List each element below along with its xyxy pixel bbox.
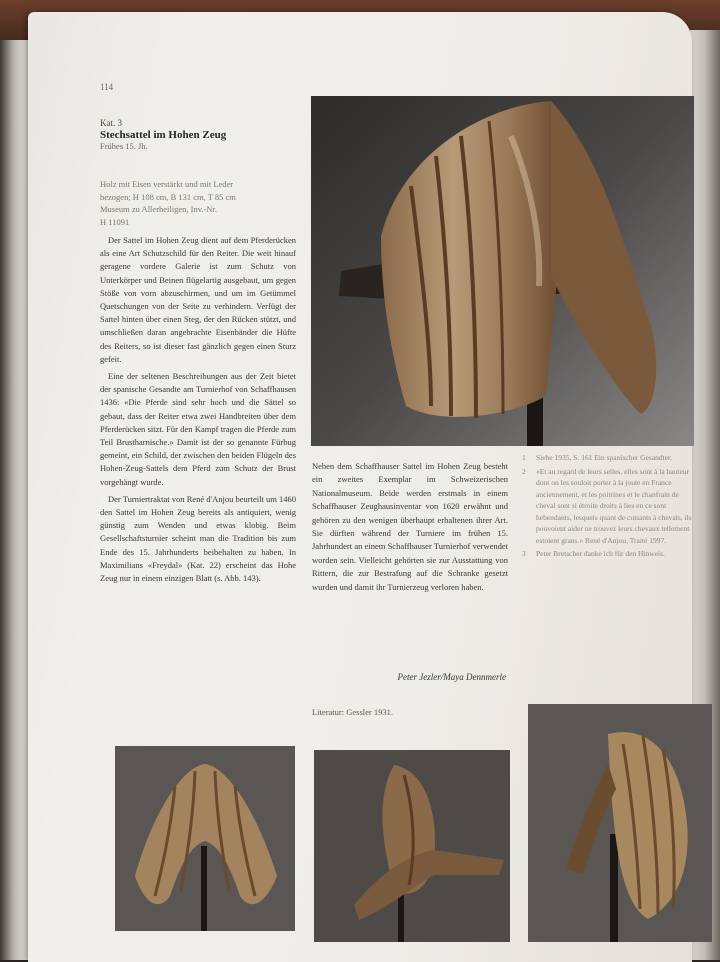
object-metadata bbox=[100, 178, 290, 228]
footnote-text: Peter Bretscher danke ich für den Hinweis. bbox=[536, 549, 665, 558]
metadata-line: H 11091 bbox=[100, 216, 130, 227]
text-column-middle bbox=[312, 460, 508, 594]
saddle-photo-main bbox=[311, 96, 694, 446]
footnote bbox=[522, 466, 692, 547]
saddle-photo-front-view bbox=[115, 746, 295, 931]
footnote-text: «Et au regard de leurs selles, elles sont à la hauteur dont on les souloit porter à la joute en France anciennement, et les poitrines et le chanfrain de cheval sont si étroite droits à lies en ce sont hebendants, lesquels quant de cuisants à chevals, ils pouvoient aider ne trouvez leurs chevaux tellement estoient grans.» René d'Anjou, Traité 1997. bbox=[536, 466, 692, 545]
body-paragraph: Der Sattel im Hohen Zeug dient auf dem Pferderücken als eine Art Schutzschild für den Reiter. Die weit hinauf geragene vordere Galerie ist zum Schutz von Unterkörper und Beinen flügelartig ausgebaut, um gegen Stöße von vorn abzuschirmen, und um im Getümmel Quetschungen von der Seite zu verhindern. Verfügt der Sattel hinten über einen Steg, der den Rücken stützt, und umschließen daran angebrachte Eisenbänder die Hüfte des Reiters, so ist dieser fast gänzlich gegen einen Sturz gefeit. bbox=[100, 235, 296, 364]
metadata-line: bezogen; H 108 cm, B 131 cm, T 85 cm bbox=[100, 191, 236, 202]
page-number: 114 bbox=[100, 82, 114, 92]
author-credit: Peter Jezler/Maya Dennmerle bbox=[397, 672, 506, 682]
catalog-entry-header bbox=[100, 118, 290, 151]
footnote-number: 1 bbox=[522, 453, 526, 462]
body-paragraph: Eine der seltenen Beschreibungen aus der Zeit bietet der spanische Gesandte am Turnierhof von Schaffhausen 1436: «Die Pferde sind sehr hoch und die Sättel so gebaut, dass der Reiter etwa zwei Handbreiten über dem Pferderücken sitzt. Für den Kampf tragen die Pferde zum Teil Brustharnische.» Damit ist der so genannte Fürbug gemeint, ein Schild, der zwischen den beiden Flügeln des Hohen-Zeug-Sattels dem Pferd zum Schutz der Brust vorgehängt wurde. bbox=[100, 371, 296, 487]
saddle-photo-rear-view bbox=[528, 704, 712, 942]
footnote bbox=[522, 452, 692, 464]
metadata-line: Museum zu Allerheiligen, Inv.-Nr. bbox=[100, 204, 218, 214]
book-page bbox=[28, 12, 692, 962]
footnote-text: Siehe 1935, S. 161 Ein spanischer Gesandter. bbox=[536, 453, 673, 462]
body-paragraph: Der Turniertraktat von René d'Anjou beurteilt um 1460 den Sattel im Hohen Zeug bereits als antiquiert, wenig günstig zum Wenden und etwas klobig. Beim Gesellschaftsturnier scheint man die Tradition bis zum Ende des 15. Jahrhunderts beibehalten zu haben. In Maximilians «Freydal» (Kat. 22) erscheint das Hohe Zeug nur in einem einzigen Blatt (s. Abb. 143). bbox=[100, 493, 296, 584]
literature-reference: Literatur: Gessler 1931. bbox=[312, 707, 393, 717]
footnotes bbox=[522, 452, 692, 562]
entry-date: Frühes 15. Jh. bbox=[100, 141, 148, 151]
catalog-number: Kat. 3 bbox=[100, 118, 122, 128]
entry-title: Stechsattel im Hohen Zeug bbox=[100, 129, 227, 141]
saddle-photo-side-view bbox=[314, 750, 510, 942]
body-paragraph: Neben dem Schaffhauser Sattel im Hohen Zeug besteht ein zweites Exemplar im Schweizerischen Nationalmuseum. Beide werden erstmals in einem Schaffhauser Zeughausinventar von 1620 erwähnt und gehören zu den wenigen überhaupt erhaltenen ihrer Art. Sie dürften während der Turniere im frühen 15. Jahrhundert an einem Schaffhauser Turnierhof verwendet worden sein. Vielleicht gehörten sie zur Ausstattung von Rittern, die zur Bestrafung auf die Schranke gesetzt wurden und damit ihr Turnierzeug verloren haben. bbox=[312, 461, 508, 592]
footnote-number: 3 bbox=[522, 549, 526, 558]
footnote bbox=[522, 548, 692, 560]
footnote-number: 2 bbox=[522, 466, 526, 476]
text-column-left bbox=[100, 234, 296, 589]
metadata-line: Holz mit Eisen verstärkt und mit Leder bbox=[100, 179, 234, 189]
